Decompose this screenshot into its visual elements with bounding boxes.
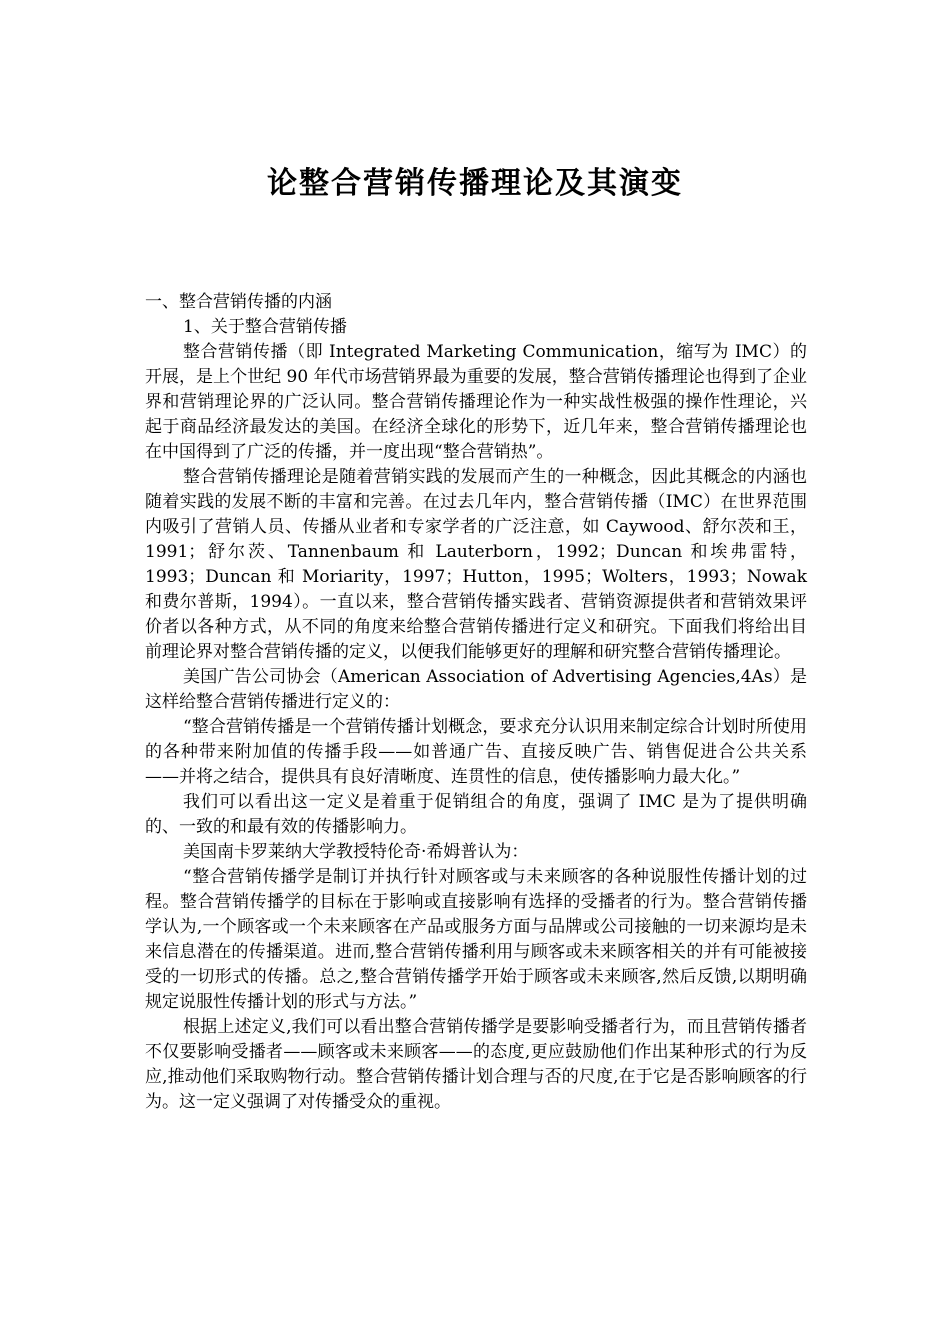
subsection-heading: 1、关于整合营销传播 (183, 317, 347, 337)
document-body (145, 290, 807, 1115)
paragraph: 我们可以看出这一定义是着重于促销组合的角度，强调了 IMC 是为了提供明确的、一致的和最有效的传播影响力。 (145, 792, 807, 837)
section-heading: 一、整合营销传播的内涵 (145, 292, 332, 312)
paragraph: 美国南卡罗莱纳大学教授特伦奇·希姆普认为： (183, 842, 529, 862)
paragraph: 美国广告公司协会（American Association of Advertising Agencies,4As）是这样给整合营销传播进行定义的： (145, 667, 807, 712)
paragraph: 整合营销传播理论是随着营销实践的发展而产生的一种概念，因此其概念的内涵也随着实践的发展不断的丰富和完善。在过去几年内，整合营销传播（IMC）在世界范围内吸引了营销人员、传播从业者和专家学者的广泛注意，如 Caywood、舒尔茨和王，1991；舒尔茨、Tannenbaum 和 Lauterborn，1992；Duncan 和埃弗雷特，1993；Duncan 和 Moriarity，1997；Hutton，1995；Wolters，1993；Nowak 和费尔普斯，1994）。一直以来，整合营销传播实践者、营销资源提供者和营销效果评价者以各种方式，从不同的角度来给整合营销传播进行定义和研究。下面我们将给出目前理论界对整合营销传播的定义，以便我们能够更好的理解和研究整合营销传播理论。 (145, 467, 807, 662)
document-title: 论整合营销传播理论及其演变 (267, 166, 683, 201)
paragraph: 整合营销传播（即 Integrated Marketing Communication，缩写为 IMC）的开展，是上个世纪 90 年代市场营销界最为重要的发展，整合营销传播理论也得到了企业界和营销理论界的广泛认同。整合营销传播理论作为一种实战性极强的操作性理论，兴起于商品经济最发达的美国。在经济全球化的形势下，近几年来，整合营销传播理论也在中国得到了广泛的传播，并一度出现“整合营销热”。 (145, 342, 807, 462)
quote-paragraph: “整合营销传播是一个营销传播计划概念，要求充分认识用来制定综合计划时所使用的各种带来附加值的传播手段——如普通广告、直接反映广告、销售促进合公共关系——并将之结合，提供具有良好清晰度、连贯性的信息，使传播影响力最大化。” (145, 717, 807, 787)
paragraph: 根据上述定义,我们可以看出整合营销传播学是要影响受播者行为，而且营销传播者不仅要影响受播者——顾客或未来顾客——的态度,更应鼓励他们作出某种形式的行为反应,推动他们采取购物行动。整合营销传播计划合理与否的尺度,在于它是否影响顾客的行为。这一定义强调了对传播受众的重视。 (145, 1017, 807, 1112)
quote-paragraph: “整合营销传播学是制订并执行针对顾客或与未来顾客的各种说服性传播计划的过程。整合营销传播学的目标在于影响或直接影响有选择的受播者的行为。整合营销传播学认为,一个顾客或一个未来顾客在产品或服务方面与品牌或公司接触的一切来源均是未来信息潜在的传播渠道。进而,整合营销传播利用与顾客或未来顾客相关的并有可能被接受的一切形式的传播。总之,整合营销传播学开始于顾客或未来顾客,然后反馈,以期明确规定说服性传播计划的形式与方法。” (145, 867, 807, 1012)
